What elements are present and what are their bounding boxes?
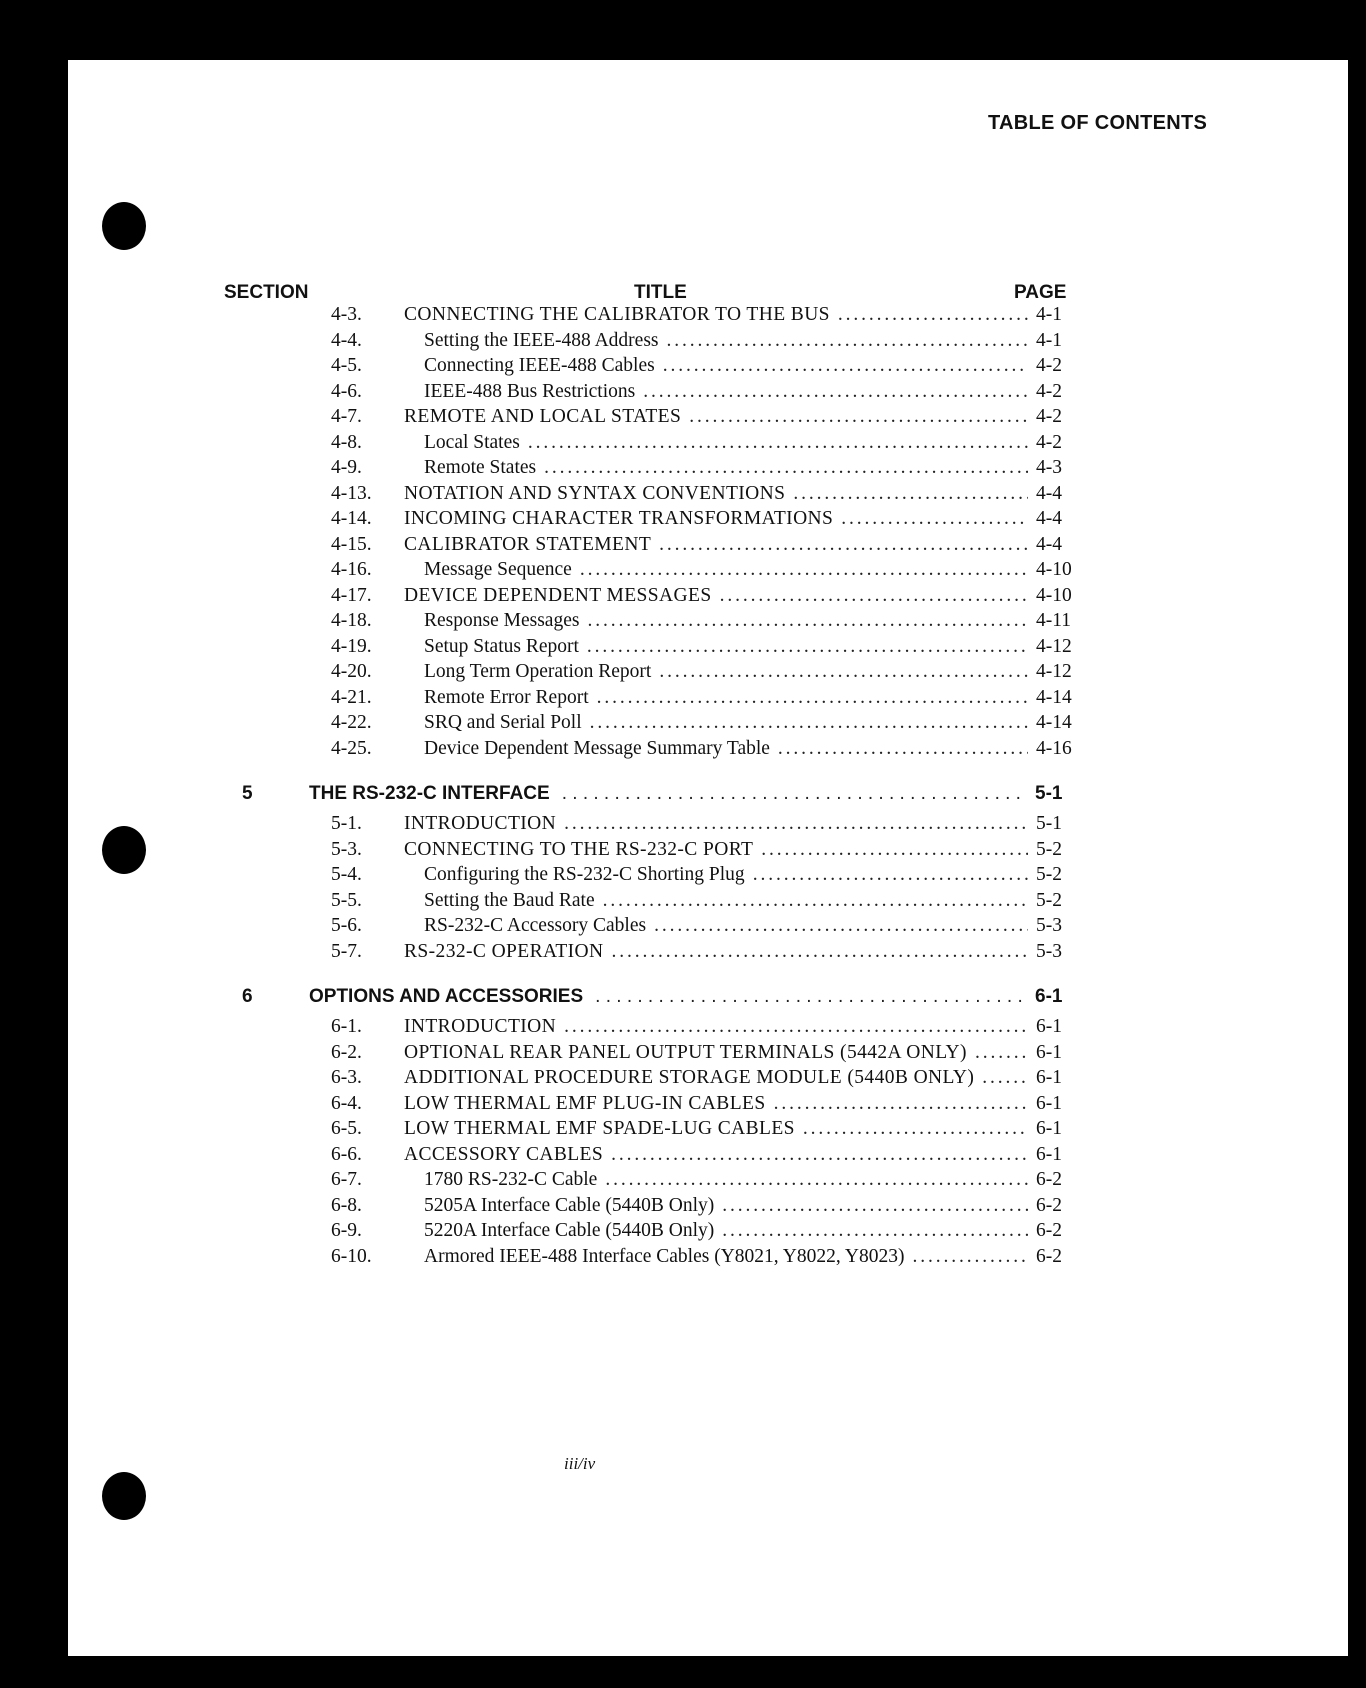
entry-page: 4-2 [1036, 355, 1062, 376]
entry-page: 4-10 [1036, 559, 1072, 580]
toc-entry[interactable] [68, 1218, 1348, 1244]
entry-number: 5-4. [331, 864, 362, 885]
entry-page: 6-1 [1036, 1092, 1062, 1114]
entry-title: Device Dependent Message Summary Table [424, 737, 770, 759]
dot-leader [975, 1040, 1028, 1066]
toc-entry[interactable] [68, 455, 1348, 481]
entry-title: Configuring the RS-232-C Shorting Plug [424, 864, 745, 885]
toc-entry[interactable] [68, 888, 1348, 914]
toc-entry[interactable] [68, 557, 1348, 583]
entry-page: 4-4 [1036, 508, 1062, 529]
entry-title: OPTIONAL REAR PANEL OUTPUT TERMINALS (5442A ONLY) [404, 1041, 967, 1063]
dot-leader [722, 1218, 1028, 1244]
entry-title: CONNECTING TO THE RS-232-C PORT [404, 838, 754, 860]
entry-number: 4-9. [331, 457, 362, 478]
entry-number: 5-1. [331, 813, 362, 834]
entry-number: 4-7. [331, 406, 362, 427]
entry-title: INTRODUCTION [404, 813, 557, 834]
entry-number: 4-17. [331, 584, 372, 606]
entry-page: 6-2 [1036, 1194, 1062, 1216]
dot-leader [982, 1065, 1028, 1091]
dot-leader [597, 685, 1028, 711]
entry-number: 5-6. [331, 915, 362, 936]
entry-title: IEEE-488 Bus Restrictions [424, 380, 636, 402]
entry-page: 4-12 [1036, 661, 1072, 682]
entry-number: 6-10. [331, 1245, 372, 1267]
dot-leader [612, 939, 1028, 965]
entry-number: 6-5. [331, 1118, 362, 1139]
entry-number: 4-16. [331, 559, 372, 580]
toc-entry[interactable] [68, 862, 1348, 888]
dot-leader [564, 1014, 1028, 1040]
dot-leader [663, 353, 1028, 379]
entry-number: 4-15. [331, 533, 372, 555]
toc-entry[interactable] [68, 659, 1348, 685]
toc-entry[interactable] [68, 1040, 1348, 1066]
entry-number: 5-5. [331, 889, 362, 911]
dot-leader [667, 328, 1028, 354]
dot-leader [580, 557, 1028, 583]
entry-number: 4-8. [331, 431, 362, 453]
dot-leader [544, 455, 1028, 481]
entry-number: 6-8. [331, 1194, 362, 1216]
column-header-title: TITLE [634, 282, 687, 303]
entry-title: RS-232-C OPERATION [404, 940, 604, 962]
toc-entry[interactable] [68, 404, 1348, 430]
entry-title: LOW THERMAL EMF SPADE-LUG CABLES [404, 1118, 795, 1139]
toc-entry[interactable] [68, 608, 1348, 634]
section-number: 6 [242, 986, 253, 1007]
entry-number: 4-14. [331, 508, 372, 529]
toc-entry[interactable] [68, 1244, 1348, 1270]
toc-entry[interactable] [68, 1014, 1348, 1040]
entry-page: 4-1 [1036, 329, 1062, 351]
dot-leader [605, 1167, 1028, 1193]
entry-page: 4-11 [1036, 610, 1072, 631]
toc-entry[interactable] [68, 379, 1348, 405]
entry-title: Remote States [424, 457, 537, 478]
dot-leader [590, 710, 1028, 736]
entry-number: 6-2. [331, 1041, 362, 1063]
entry-number: 4-18. [331, 610, 372, 631]
dot-leader [659, 532, 1028, 558]
entry-title: Message Sequence [424, 559, 572, 580]
dot-leader [659, 659, 1028, 685]
dot-leader [841, 506, 1028, 532]
entry-title: Setting the IEEE-488 Address [424, 329, 659, 351]
entry-number: 4-5. [331, 355, 362, 376]
entry-title: ADDITIONAL PROCEDURE STORAGE MODULE (5440B ONLY) [404, 1067, 975, 1088]
entry-page: 6-2 [1036, 1245, 1062, 1267]
entry-page: 4-2 [1036, 380, 1062, 402]
dot-leader [722, 1193, 1028, 1219]
toc-entry[interactable] [68, 1065, 1348, 1091]
toc-entry[interactable] [68, 302, 1348, 328]
toc-entry[interactable] [68, 328, 1348, 354]
entry-title: CALIBRATOR STATEMENT [404, 533, 652, 555]
binder-hole [102, 202, 146, 250]
entry-page: 6-1 [1036, 1067, 1062, 1088]
toc-entry[interactable] [68, 710, 1348, 736]
entry-title: Remote Error Report [424, 686, 589, 708]
dot-leader [611, 1142, 1028, 1168]
entry-number: 5-7. [331, 940, 362, 962]
toc-entry[interactable] [68, 506, 1348, 532]
entry-number: 4-13. [331, 482, 372, 504]
entry-title: LOW THERMAL EMF PLUG-IN CABLES [404, 1092, 766, 1114]
toc-entry[interactable] [68, 811, 1348, 837]
entry-number: 4-20. [331, 661, 372, 682]
entry-page: 4-1 [1036, 304, 1062, 325]
entry-number: 6-7. [331, 1169, 362, 1190]
entry-title: SRQ and Serial Poll [424, 712, 582, 733]
toc-section-heading[interactable] [68, 980, 1348, 1014]
column-header-page: PAGE [1014, 282, 1067, 303]
page-title: TABLE OF CONTENTS [988, 112, 1208, 134]
dot-leader [643, 379, 1028, 405]
toc-entry[interactable] [68, 1142, 1348, 1168]
entry-number: 5-3. [331, 838, 362, 860]
dot-leader [753, 862, 1028, 888]
entry-page: 6-2 [1036, 1220, 1062, 1241]
entry-number: 6-3. [331, 1067, 362, 1088]
entry-page: 4-2 [1036, 406, 1062, 427]
dot-leader [913, 1244, 1029, 1270]
entry-page: 4-12 [1036, 635, 1072, 657]
toc-entry[interactable] [68, 481, 1348, 507]
entry-number: 6-9. [331, 1220, 362, 1241]
entry-page: 4-2 [1036, 431, 1062, 453]
toc-entry[interactable] [68, 939, 1348, 965]
dot-leader [562, 777, 1028, 811]
entry-title: Setting the Baud Rate [424, 889, 595, 911]
entry-number: 4-21. [331, 686, 372, 708]
entry-title: RS-232-C Accessory Cables [424, 915, 647, 936]
dot-leader [803, 1116, 1028, 1142]
entry-title: Response Messages [424, 610, 580, 631]
entry-number: 4-25. [331, 737, 372, 759]
entry-number: 4-4. [331, 329, 362, 351]
entry-page: 4-16 [1036, 737, 1072, 759]
entry-title: 1780 RS-232-C Cable [424, 1169, 598, 1190]
section-title: THE RS-232-C INTERFACE [309, 783, 550, 804]
entry-title: Local States [424, 431, 520, 453]
section-title: OPTIONS AND ACCESSORIES [309, 986, 584, 1007]
toc-entry[interactable] [68, 736, 1348, 762]
entry-number: 4-19. [331, 635, 372, 657]
toc-entry[interactable] [68, 1167, 1348, 1193]
entry-page: 6-1 [1036, 1016, 1062, 1037]
dot-leader [654, 913, 1028, 939]
entry-page: 5-2 [1036, 864, 1062, 885]
dot-leader [774, 1091, 1028, 1117]
entry-page: 5-3 [1036, 940, 1062, 962]
page-number: iii/iv [564, 1454, 596, 1473]
entry-page: 5-3 [1036, 915, 1062, 936]
entry-title: REMOTE AND LOCAL STATES [404, 406, 682, 427]
dot-leader [595, 980, 1028, 1014]
dot-leader [778, 736, 1028, 762]
section-page: 5-1 [1035, 783, 1063, 804]
toc-entry[interactable] [68, 1091, 1348, 1117]
entry-number: 4-6. [331, 380, 362, 402]
toc-entry[interactable] [68, 353, 1348, 379]
entry-title: CONNECTING THE CALIBRATOR TO THE BUS [404, 304, 830, 325]
entry-number: 6-1. [331, 1016, 362, 1037]
dot-leader [720, 583, 1028, 609]
dot-leader [587, 608, 1028, 634]
entry-page: 4-14 [1036, 712, 1072, 733]
entry-title: Long Term Operation Report [424, 661, 652, 682]
entry-page: 6-1 [1036, 1041, 1062, 1063]
toc-entry[interactable] [68, 1116, 1348, 1142]
toc-entry[interactable] [68, 685, 1348, 711]
dot-leader [761, 837, 1028, 863]
entry-page: 4-3 [1036, 457, 1062, 478]
section-number: 5 [242, 783, 253, 804]
dot-leader [689, 404, 1028, 430]
entry-page: 4-10 [1036, 584, 1072, 606]
section-page: 6-1 [1035, 986, 1063, 1007]
entry-page: 6-2 [1036, 1169, 1062, 1190]
entry-title: DEVICE DEPENDENT MESSAGES [404, 584, 712, 606]
entry-page: 6-1 [1036, 1143, 1062, 1165]
entry-title: 5205A Interface Cable (5440B Only) [424, 1194, 715, 1216]
binder-hole [102, 1472, 146, 1520]
entry-page: 4-4 [1036, 533, 1062, 555]
entry-title: Connecting IEEE-488 Cables [424, 355, 655, 376]
entry-title: Setup Status Report [424, 635, 579, 657]
entry-title: NOTATION AND SYNTAX CONVENTIONS [404, 482, 786, 504]
dot-leader [838, 302, 1028, 328]
entry-title: 5220A Interface Cable (5440B Only) [424, 1220, 715, 1241]
entry-page: 5-2 [1036, 838, 1062, 860]
entry-page: 6-1 [1036, 1118, 1062, 1139]
entry-number: 6-6. [331, 1143, 362, 1165]
entry-title: INTRODUCTION [404, 1016, 557, 1037]
dot-leader [564, 811, 1028, 837]
toc-entry[interactable] [68, 837, 1348, 863]
entry-page: 5-1 [1036, 813, 1062, 834]
column-header-section: SECTION [224, 282, 309, 303]
toc-entry[interactable] [68, 532, 1348, 558]
toc-entry[interactable] [68, 634, 1348, 660]
document-page [68, 60, 1348, 1656]
entry-title: Armored IEEE-488 Interface Cables (Y8021, Y8022, Y8023) [424, 1245, 905, 1267]
toc-entry[interactable] [68, 1193, 1348, 1219]
toc-section-heading[interactable] [68, 777, 1348, 811]
dot-leader [528, 430, 1028, 456]
entry-page: 4-4 [1036, 482, 1062, 504]
dot-leader [603, 888, 1028, 914]
entry-number: 6-4. [331, 1092, 362, 1114]
entry-title: INCOMING CHARACTER TRANSFORMATIONS [404, 508, 834, 529]
dot-leader [587, 634, 1028, 660]
entry-page: 4-14 [1036, 686, 1072, 708]
dot-leader [793, 481, 1028, 507]
entry-title: ACCESSORY CABLES [404, 1143, 604, 1165]
toc-entry[interactable] [68, 913, 1348, 939]
toc-list [68, 302, 1348, 1269]
entry-number: 4-3. [331, 304, 362, 325]
entry-page: 5-2 [1036, 889, 1062, 911]
entry-number: 4-22. [331, 712, 372, 733]
toc-entry[interactable] [68, 583, 1348, 609]
toc-entry[interactable] [68, 430, 1348, 456]
